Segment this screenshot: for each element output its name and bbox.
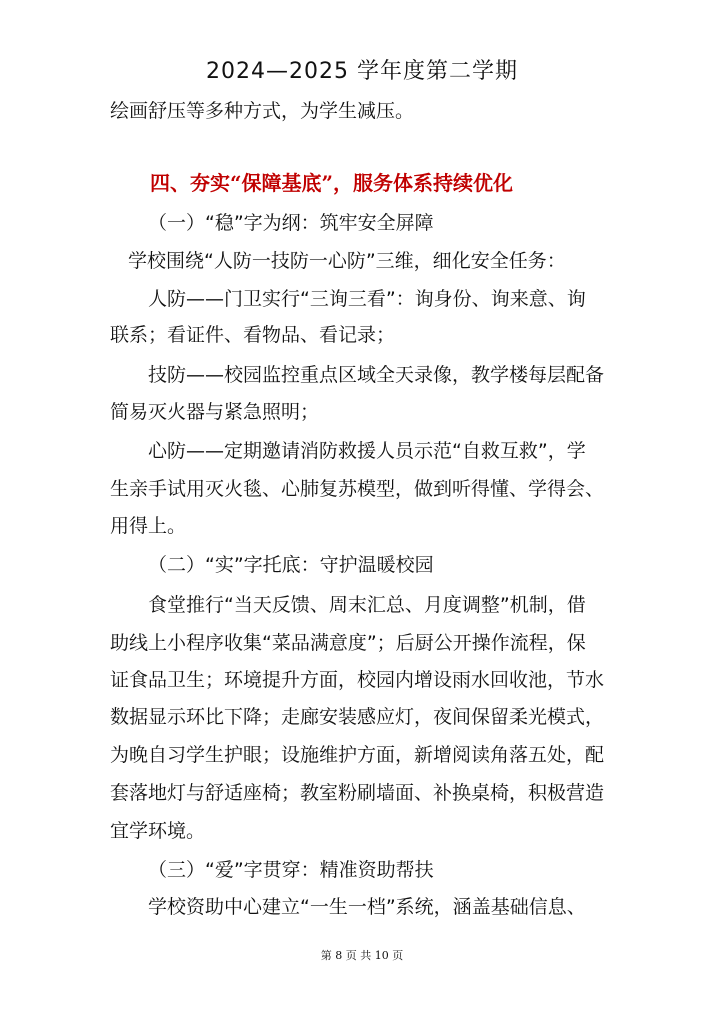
paragraph-line: 心防——定期邀请消防救援人员示范“自救互救”，学 [148, 440, 586, 462]
paragraph-line: 宜学环境。 [110, 820, 206, 842]
paragraph-line: 技防——校园监控重点区域全天录像，教学楼每层配备 [148, 364, 605, 386]
page-header-title: 2024—2025 学年度第二学期 [206, 59, 518, 84]
paragraph-line: 简易灭火器与紧急照明； [110, 401, 320, 423]
subsection-heading: （三）“爱”字贯穿：精准资助帮扶 [148, 859, 434, 881]
paragraph-line: 联系；看证件、看物品、看记录； [110, 324, 396, 346]
paragraph-line: 生亲手试用灭火毯、心肺复苏模型，做到听得懂、学得会、 [110, 478, 605, 500]
paragraph-line: 学校围绕“人防一技防一心防”三维，细化安全任务： [128, 250, 566, 272]
paragraph-line: 证食品卫生；环境提升方面，校园内增设雨水回收池，节水 [110, 669, 605, 691]
paragraph-line: 套落地灯与舒适座椅；教室粉刷墙面、补换桌椅，积极营造 [110, 782, 605, 804]
paragraph-line: 数据显示环比下降；走廊安装感应灯，夜间保留柔光模式， [110, 706, 605, 728]
paragraph-line: 人防——门卫实行“三询三看”：询身份、询来意、询 [148, 288, 586, 310]
paragraph-line: 为晚自习学生护眼；设施维护方面，新增阅读角落五处，配 [110, 744, 605, 766]
paragraph-line: 学校资助中心建立“一生一档”系统，涵盖基础信息、 [148, 896, 586, 918]
paragraph-line: 用得上。 [110, 515, 187, 537]
page-number-footer: 第 8 页 共 10 页 [320, 949, 404, 962]
paragraph-line: 助线上小程序收集“菜品满意度”；后厨公开操作流程，保 [110, 632, 586, 654]
subsection-heading: （二）“实”字托底：守护温暖校园 [148, 554, 434, 576]
paragraph-line: 食堂推行“当天反馈、周末汇总、月度调整”机制，借 [148, 594, 586, 616]
subsection-heading: （一）“稳”字为纲：筑牢安全屏障 [148, 212, 434, 234]
paragraph-line: 绘画舒压等多种方式，为学生减压。 [110, 100, 415, 122]
section-heading: 四、夯实“保障基底”，服务体系持续优化 [150, 171, 514, 195]
